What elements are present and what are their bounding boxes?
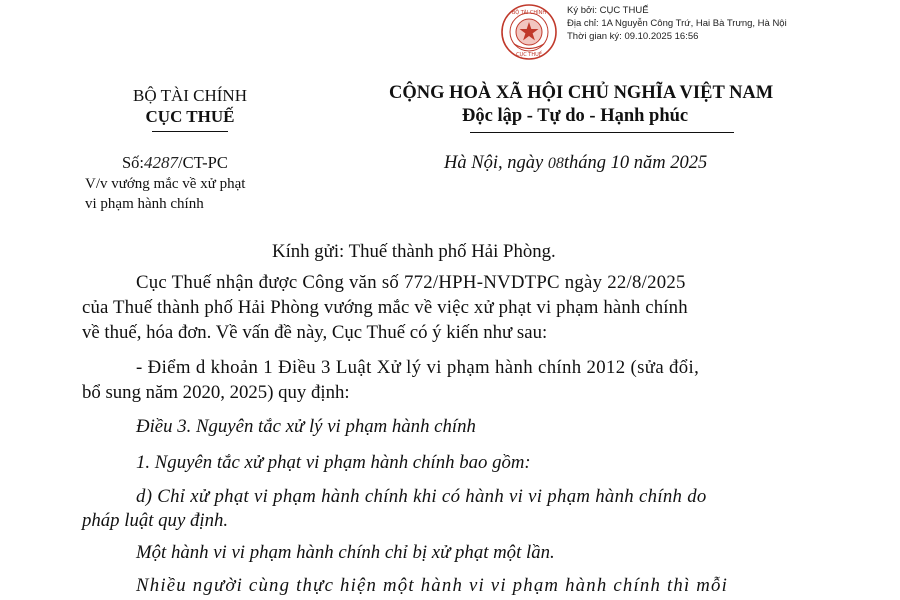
- doc-number-prefix: Số:: [122, 153, 145, 172]
- once-penalty-line: Một hành vi vi phạm hành chính chỉ bị xử phạt một lần.: [136, 542, 555, 563]
- country-name: CỘNG HOÀ XÃ HỘI CHỦ NGHĨA VIỆT NAM: [389, 83, 774, 103]
- national-motto: Độc lập - Tự do - Hạnh phúc: [462, 106, 689, 126]
- svg-text:BỘ TÀI CHÍNH: BỘ TÀI CHÍNH: [511, 10, 547, 16]
- ministry-name: BỘ TÀI CHÍNH: [133, 86, 247, 105]
- point-d-line-1: d) Chỉ xử phạt vi phạm hành chính khi có hành vi vi phạm hành chính do: [136, 486, 707, 507]
- state-emblem-seal-icon: [500, 3, 558, 61]
- doc-number-handwritten: 4287: [144, 153, 179, 172]
- doc-number-suffix: /CT-PC: [178, 153, 228, 172]
- document-date: [444, 153, 707, 174]
- point-d-line-2: pháp luật quy định.: [82, 510, 229, 531]
- date-prefix: Hà Nội, ngày: [444, 153, 544, 173]
- document-number: [122, 153, 228, 173]
- paragraph-2-line-2: bổ sung năm 2020, 2025) quy định:: [82, 382, 350, 403]
- date-suffix: tháng 10 năm 2025: [563, 153, 708, 173]
- svg-text:CỤC THUẾ: CỤC THUẾ: [516, 52, 542, 58]
- subject-line-1: V/v vướng mắc về xử phạt: [85, 176, 246, 192]
- date-day-handwritten: 08: [547, 155, 564, 172]
- clause-1: 1. Nguyên tắc xử phạt vi phạm hành chính bao gồm:: [136, 452, 531, 473]
- signature-time: Thời gian ký: 09.10.2025 16:56: [567, 31, 699, 42]
- motto-underline: [470, 132, 734, 133]
- paragraph-1-line-1: Cục Thuế nhận được Công văn số 772/HPH-NVDTPC ngày 22/8/2025: [136, 272, 686, 293]
- signature-signer: Ký bởi: CỤC THUẾ: [567, 5, 649, 16]
- subject-line-2: vi phạm hành chính: [85, 196, 204, 212]
- paragraph-1-line-2: của Thuế thành phố Hải Phòng vướng mắc về việc xử phạt vi phạm hành chính: [82, 297, 688, 318]
- digital-signature-info: [567, 4, 787, 43]
- department-name: CỤC THUẾ: [145, 107, 235, 126]
- recipient-line: Kính gửi: Thuế thành phố Hải Phòng.: [272, 241, 556, 262]
- paragraph-2-line-1: - Điểm d khoản 1 Điều 3 Luật Xử lý vi phạm hành chính 2012 (sửa đổi,: [136, 357, 700, 378]
- signature-address: Địa chỉ: 1A Nguyễn Công Trứ, Hai Bà Trưng, Hà Nội: [567, 18, 787, 29]
- many-persons-line: Nhiều người cùng thực hiện một hành vi vi phạm hành chính thì mỗi: [136, 575, 729, 596]
- department-underline: [152, 131, 228, 132]
- article-title: Điều 3. Nguyên tắc xử lý vi phạm hành chính: [136, 416, 476, 437]
- paragraph-1-line-3: về thuế, hóa đơn. Về vấn đề này, Cục Thuế có ý kiến như sau:: [82, 322, 548, 343]
